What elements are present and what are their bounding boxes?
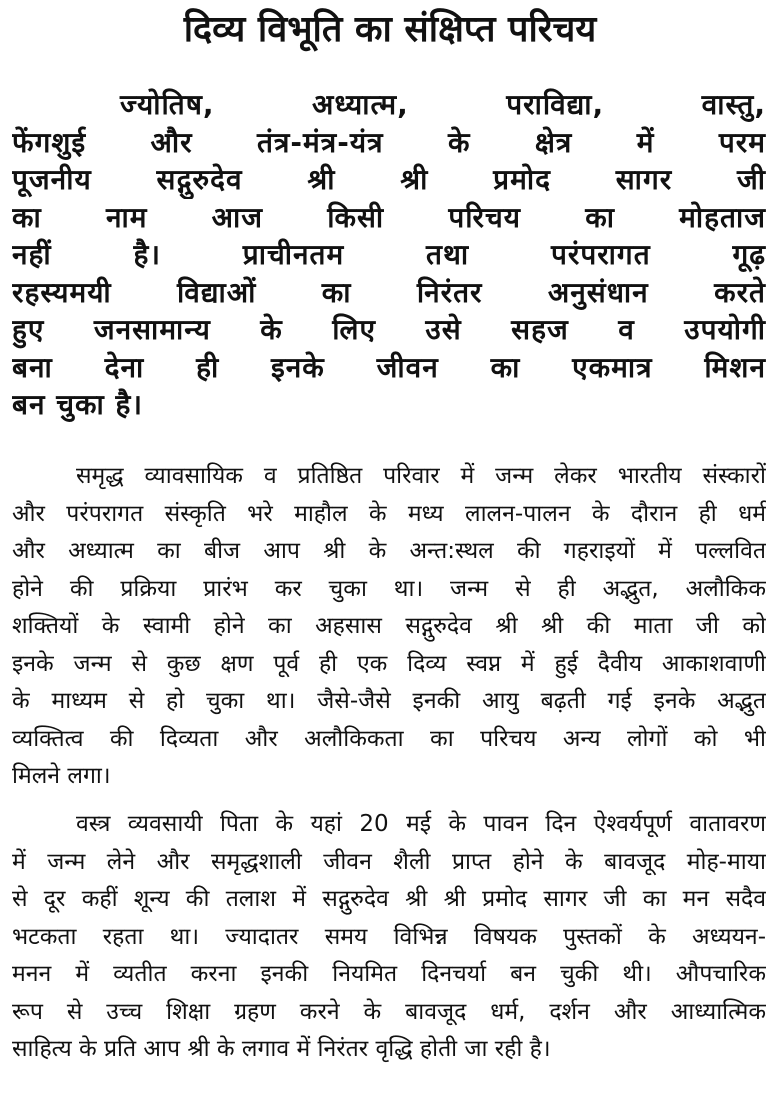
text-line: नहीं है। प्राचीनतम तथा परंपरागत गूढ़ [12, 238, 766, 271]
text-line: का नाम आज किसी परिचय का मोहताज [12, 200, 766, 234]
text-line: होने की प्रक्रिया प्रारंभ कर चुका था। जन्म से ही अद्भुत, अलौकिक [12, 575, 766, 602]
text-line: मनन में व्यतीत करना इनकी नियमित दिनचर्या बन चुकी थी। औपचारिक [12, 961, 766, 987]
text-line: रहस्यमयी विद्याओं का निरंतर अनुसंधान करते [12, 275, 766, 309]
text-line: शक्तियों के स्वामी होने का अहसास सद्गुरुदेव श्री श्री की माता जी को [12, 613, 766, 639]
text-line: में जन्म लेने और समृद्धशाली जीवन शैली प्राप्त होने के बावजूद मोह-माया [12, 848, 766, 875]
text-line: इनके जन्म से कुछ क्षण पूर्व ही एक दिव्य स्वप्न में हुई दैवीय आकाशवाणी [12, 650, 766, 677]
text-line: के माध्यम से हो चुका था। जैसे-जैसे इनकी आयु बढ़ती गई इनके अद्भुत [12, 688, 766, 714]
text-line: बन चुका है। [12, 388, 144, 421]
text-line: और अध्यात्म का बीज आप श्री के अन्त:स्थल की गहराइयों में पल्लवित [12, 538, 766, 564]
text-line: बना देना ही इनके जीवन का एकमात्र मिशन [12, 350, 766, 384]
paragraph-early-life [12, 806, 766, 1069]
text-line: भटकता रहता था। ज्यादातर समय विभिन्न विषयक पुस्तकों के अध्ययन- [12, 923, 766, 950]
text-line: मिलने लगा। [12, 763, 111, 789]
text-line: और परंपरागत संस्कृति भरे माहौल के मध्य लालन-पालन के दौरान ही धर्म [12, 500, 766, 527]
text-line: साहित्य के प्रति आप श्री के लगाव में निरंतर वृद्धि होती जा रही है। [12, 1036, 551, 1062]
page-title: दिव्य विभूति का संक्षिप्त परिचय [183, 9, 597, 50]
text-line: से दूर कहीं शून्य की तलाश में सद्गुरुदेव श्री श्री प्रमोद सागर जी का मन सदैव [12, 886, 766, 912]
text-line: फेंगशुई और तंत्र-मंत्र-यंत्र के क्षेत्र में परम [12, 125, 766, 159]
text-line: ज्योतिष, अध्यात्म, पराविद्या, वास्तु, [120, 88, 766, 121]
text-line: हुए जनसामान्य के लिए उसे सहज व उपयोगी [12, 313, 766, 346]
paragraph-family-background [12, 458, 766, 796]
paragraph-intro [12, 86, 766, 424]
text-line: समृद्ध व्यावसायिक व प्रतिष्ठित परिवार में जन्म लेकर भारतीय संस्कारों [76, 463, 766, 489]
text-line: व्यक्तित्व की दिव्यता और अलौकिकता का परिचय अन्य लोगों को भी [12, 725, 766, 752]
text-line: वस्त्र व्यवसायी पिता के यहां 20 मई के पावन दिन ऐश्वर्यपूर्ण वातावरण [76, 811, 766, 837]
text-line: पूजनीय सद्गुरुदेव श्री श्री प्रमोद सागर जी [12, 163, 766, 196]
text-line: रूप से उच्च शिक्षा ग्रहण करने के बावजूद धर्म, दर्शन और आध्यात्मिक [12, 998, 766, 1025]
